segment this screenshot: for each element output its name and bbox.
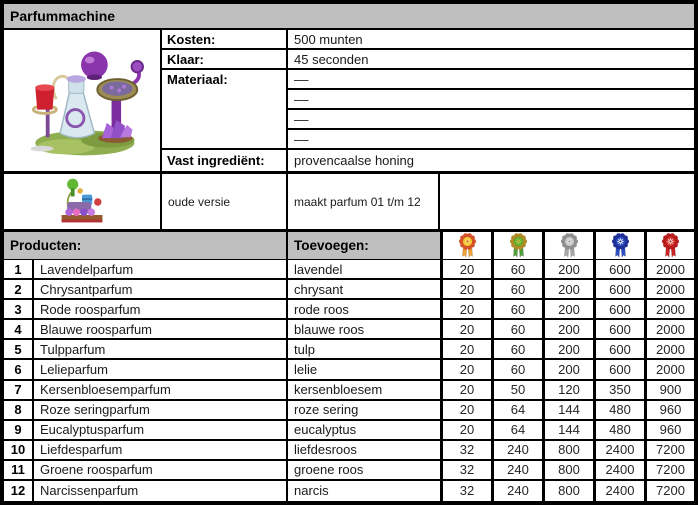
- product-value-gold-rosette: 32: [440, 481, 491, 501]
- materiaal-value: ––: [288, 70, 694, 90]
- product-value-red-rosette: 7200: [644, 481, 694, 501]
- product-value-gold-rosette: 20: [440, 260, 491, 280]
- product-value-silver-rosette: 200: [542, 260, 593, 280]
- materiaal-value: ––: [288, 90, 694, 110]
- product-value-red-rosette: 900: [644, 381, 694, 401]
- product-value-silver-rosette: 120: [542, 381, 593, 401]
- machine-info-table: [4, 30, 694, 174]
- product-ingredient: tulp: [288, 340, 440, 360]
- product-ingredient: kersenbloesem: [288, 381, 440, 401]
- kosten-value: 500 munten: [288, 30, 694, 50]
- product-value-gold-rosette: 32: [440, 461, 491, 481]
- product-value-blue-rosette: 600: [593, 280, 644, 300]
- product-value-red-rosette: 2000: [644, 320, 694, 340]
- producten-header: Producten:: [4, 232, 288, 259]
- product-value-silver-rosette: 200: [542, 320, 593, 340]
- red-rosette-cell: [644, 232, 694, 259]
- product-value-gold-rosette: 20: [440, 360, 491, 380]
- product-value-red-rosette: 2000: [644, 300, 694, 320]
- product-value-red-rosette: 7200: [644, 461, 694, 481]
- kosten-label: Kosten:: [162, 30, 288, 50]
- materiaal-value: ––: [288, 110, 694, 130]
- product-ingredient: blauwe roos: [288, 320, 440, 340]
- parfummachine-illustration: [8, 40, 156, 162]
- product-value-blue-rosette: 2400: [593, 441, 644, 461]
- product-value-silver-rosette: 144: [542, 401, 593, 421]
- product-value-silver-rosette: 200: [542, 360, 593, 380]
- product-row-number: 4: [4, 320, 34, 340]
- product-value-blue-rosette: 350: [593, 381, 644, 401]
- product-value-gold-rosette: 20: [440, 421, 491, 441]
- product-value-silver-rosette: 200: [542, 340, 593, 360]
- product-value-silver-rosette: 200: [542, 280, 593, 300]
- product-name: Lavendelparfum: [34, 260, 288, 280]
- product-value-gold-rosette: 20: [440, 300, 491, 320]
- product-name: Liefdesparfum: [34, 441, 288, 461]
- product-value-green-rosette: 240: [491, 481, 542, 501]
- oude-versie-illustration: [56, 176, 108, 228]
- product-value-blue-rosette: 600: [593, 320, 644, 340]
- product-value-gold-rosette: 20: [440, 320, 491, 340]
- silver-rosette-cell: [542, 232, 593, 259]
- product-value-green-rosette: 60: [491, 360, 542, 380]
- products-table-body: [4, 260, 694, 501]
- old-version-label: oude versie: [162, 174, 288, 229]
- product-value-red-rosette: 2000: [644, 360, 694, 380]
- klaar-value: 45 seconden: [288, 50, 694, 70]
- product-ingredient: lavendel: [288, 260, 440, 280]
- product-value-blue-rosette: 2400: [593, 481, 644, 501]
- product-name: Kersenbloesemparfum: [34, 381, 288, 401]
- product-value-gold-rosette: 32: [440, 441, 491, 461]
- product-ingredient: narcis: [294, 483, 329, 499]
- product-name: Roze seringparfum: [34, 401, 288, 421]
- product-name: Chrysantparfum: [34, 280, 288, 300]
- product-ingredient: liefdesroos: [288, 441, 440, 461]
- product-row-number: 11: [4, 461, 34, 481]
- product-name: Lelieparfum: [34, 360, 288, 380]
- green-rosette-cell: [491, 232, 542, 259]
- old-version-row: [4, 174, 694, 232]
- product-value-gold-rosette: 20: [440, 340, 491, 360]
- product-row-number: 8: [4, 401, 34, 421]
- product-value-green-rosette: 60: [491, 320, 542, 340]
- product-value-green-rosette: 60: [491, 280, 542, 300]
- red-rosette-icon: [660, 232, 681, 259]
- product-value-green-rosette: 50: [491, 381, 542, 401]
- product-value-red-rosette: 960: [644, 421, 694, 441]
- product-value-red-rosette: 960: [644, 401, 694, 421]
- product-name: Eucalyptusparfum: [34, 421, 288, 441]
- page-title: Parfummachine: [4, 4, 694, 30]
- product-row-number: 9: [4, 421, 34, 441]
- product-value-blue-rosette: 600: [593, 260, 644, 280]
- product-row-number: 3: [4, 300, 34, 320]
- old-version-value: maakt parfum 01 t/m 12: [288, 174, 440, 229]
- toevoegen-header: Toevoegen:: [288, 232, 440, 259]
- product-value-silver-rosette: 144: [542, 421, 593, 441]
- vast-ingredient-label: Vast ingrediënt:: [162, 150, 288, 171]
- product-row-number: 12: [4, 481, 34, 501]
- product-ingredient: eucalyptus: [288, 421, 440, 441]
- product-ingredient: roze sering: [288, 401, 440, 421]
- product-value-green-rosette: 60: [491, 300, 542, 320]
- materiaal-value: ––: [288, 130, 694, 150]
- product-name: Rode roosparfum: [34, 300, 288, 320]
- product-value-green-rosette: 64: [491, 421, 542, 441]
- product-value-red-rosette: 2000: [644, 280, 694, 300]
- product-value-green-rosette: 64: [491, 401, 542, 421]
- product-ingredient: chrysant: [288, 280, 440, 300]
- product-row-number: 7: [4, 381, 34, 401]
- product-value-silver-rosette: 200: [542, 300, 593, 320]
- vast-ingredient-value: provencaalse honing: [294, 153, 414, 168]
- product-value-silver-rosette: 800: [542, 461, 593, 481]
- gold-rosette-cell: [440, 232, 491, 259]
- product-value-silver-rosette: 800: [542, 441, 593, 461]
- product-value-gold-rosette: 20: [440, 280, 491, 300]
- product-row-number: 5: [4, 340, 34, 360]
- product-value-red-rosette: 7200: [644, 441, 694, 461]
- product-value-green-rosette: 60: [491, 340, 542, 360]
- product-value-blue-rosette: 2400: [593, 461, 644, 481]
- product-value-red-rosette: 2000: [644, 340, 694, 360]
- product-row-number: 10: [4, 441, 34, 461]
- product-value-green-rosette: 240: [491, 441, 542, 461]
- materiaal-label: Materiaal:: [162, 70, 288, 150]
- gold-rosette-icon: [457, 232, 478, 259]
- klaar-label: Klaar:: [162, 50, 288, 70]
- product-value-green-rosette: 60: [491, 260, 542, 280]
- product-name: Tulpparfum: [34, 340, 288, 360]
- product-value-blue-rosette: 480: [593, 401, 644, 421]
- product-name: Groene roosparfum: [34, 461, 288, 481]
- product-name: Blauwe roosparfum: [34, 320, 288, 340]
- old-version-empty-cell: [440, 174, 694, 229]
- blue-rosette-icon: [610, 232, 631, 259]
- product-row-number: 2: [4, 280, 34, 300]
- blue-rosette-cell: [593, 232, 644, 259]
- product-value-blue-rosette: 480: [593, 421, 644, 441]
- product-ingredient: rode roos: [288, 300, 440, 320]
- product-name: Narcissenparfum: [34, 481, 288, 501]
- green-rosette-icon: [508, 232, 529, 259]
- product-ingredient: groene roos: [288, 461, 440, 481]
- old-version-image-cell: [4, 174, 162, 229]
- product-row-number: 6: [4, 360, 34, 380]
- silver-rosette-icon: [559, 232, 580, 259]
- product-value-red-rosette: 2000: [644, 260, 694, 280]
- product-value-gold-rosette: 20: [440, 401, 491, 421]
- product-row-number: 1: [4, 260, 34, 280]
- product-value-blue-rosette: 600: [593, 300, 644, 320]
- product-value-blue-rosette: 600: [593, 360, 644, 380]
- product-value-silver-rosette: 800: [542, 481, 593, 501]
- machine-image-cell: [4, 30, 162, 171]
- product-ingredient: lelie: [288, 360, 440, 380]
- products-header-row: [4, 232, 694, 260]
- product-value-blue-rosette: 600: [593, 340, 644, 360]
- product-value-green-rosette: 240: [491, 461, 542, 481]
- product-value-gold-rosette: 20: [440, 381, 491, 401]
